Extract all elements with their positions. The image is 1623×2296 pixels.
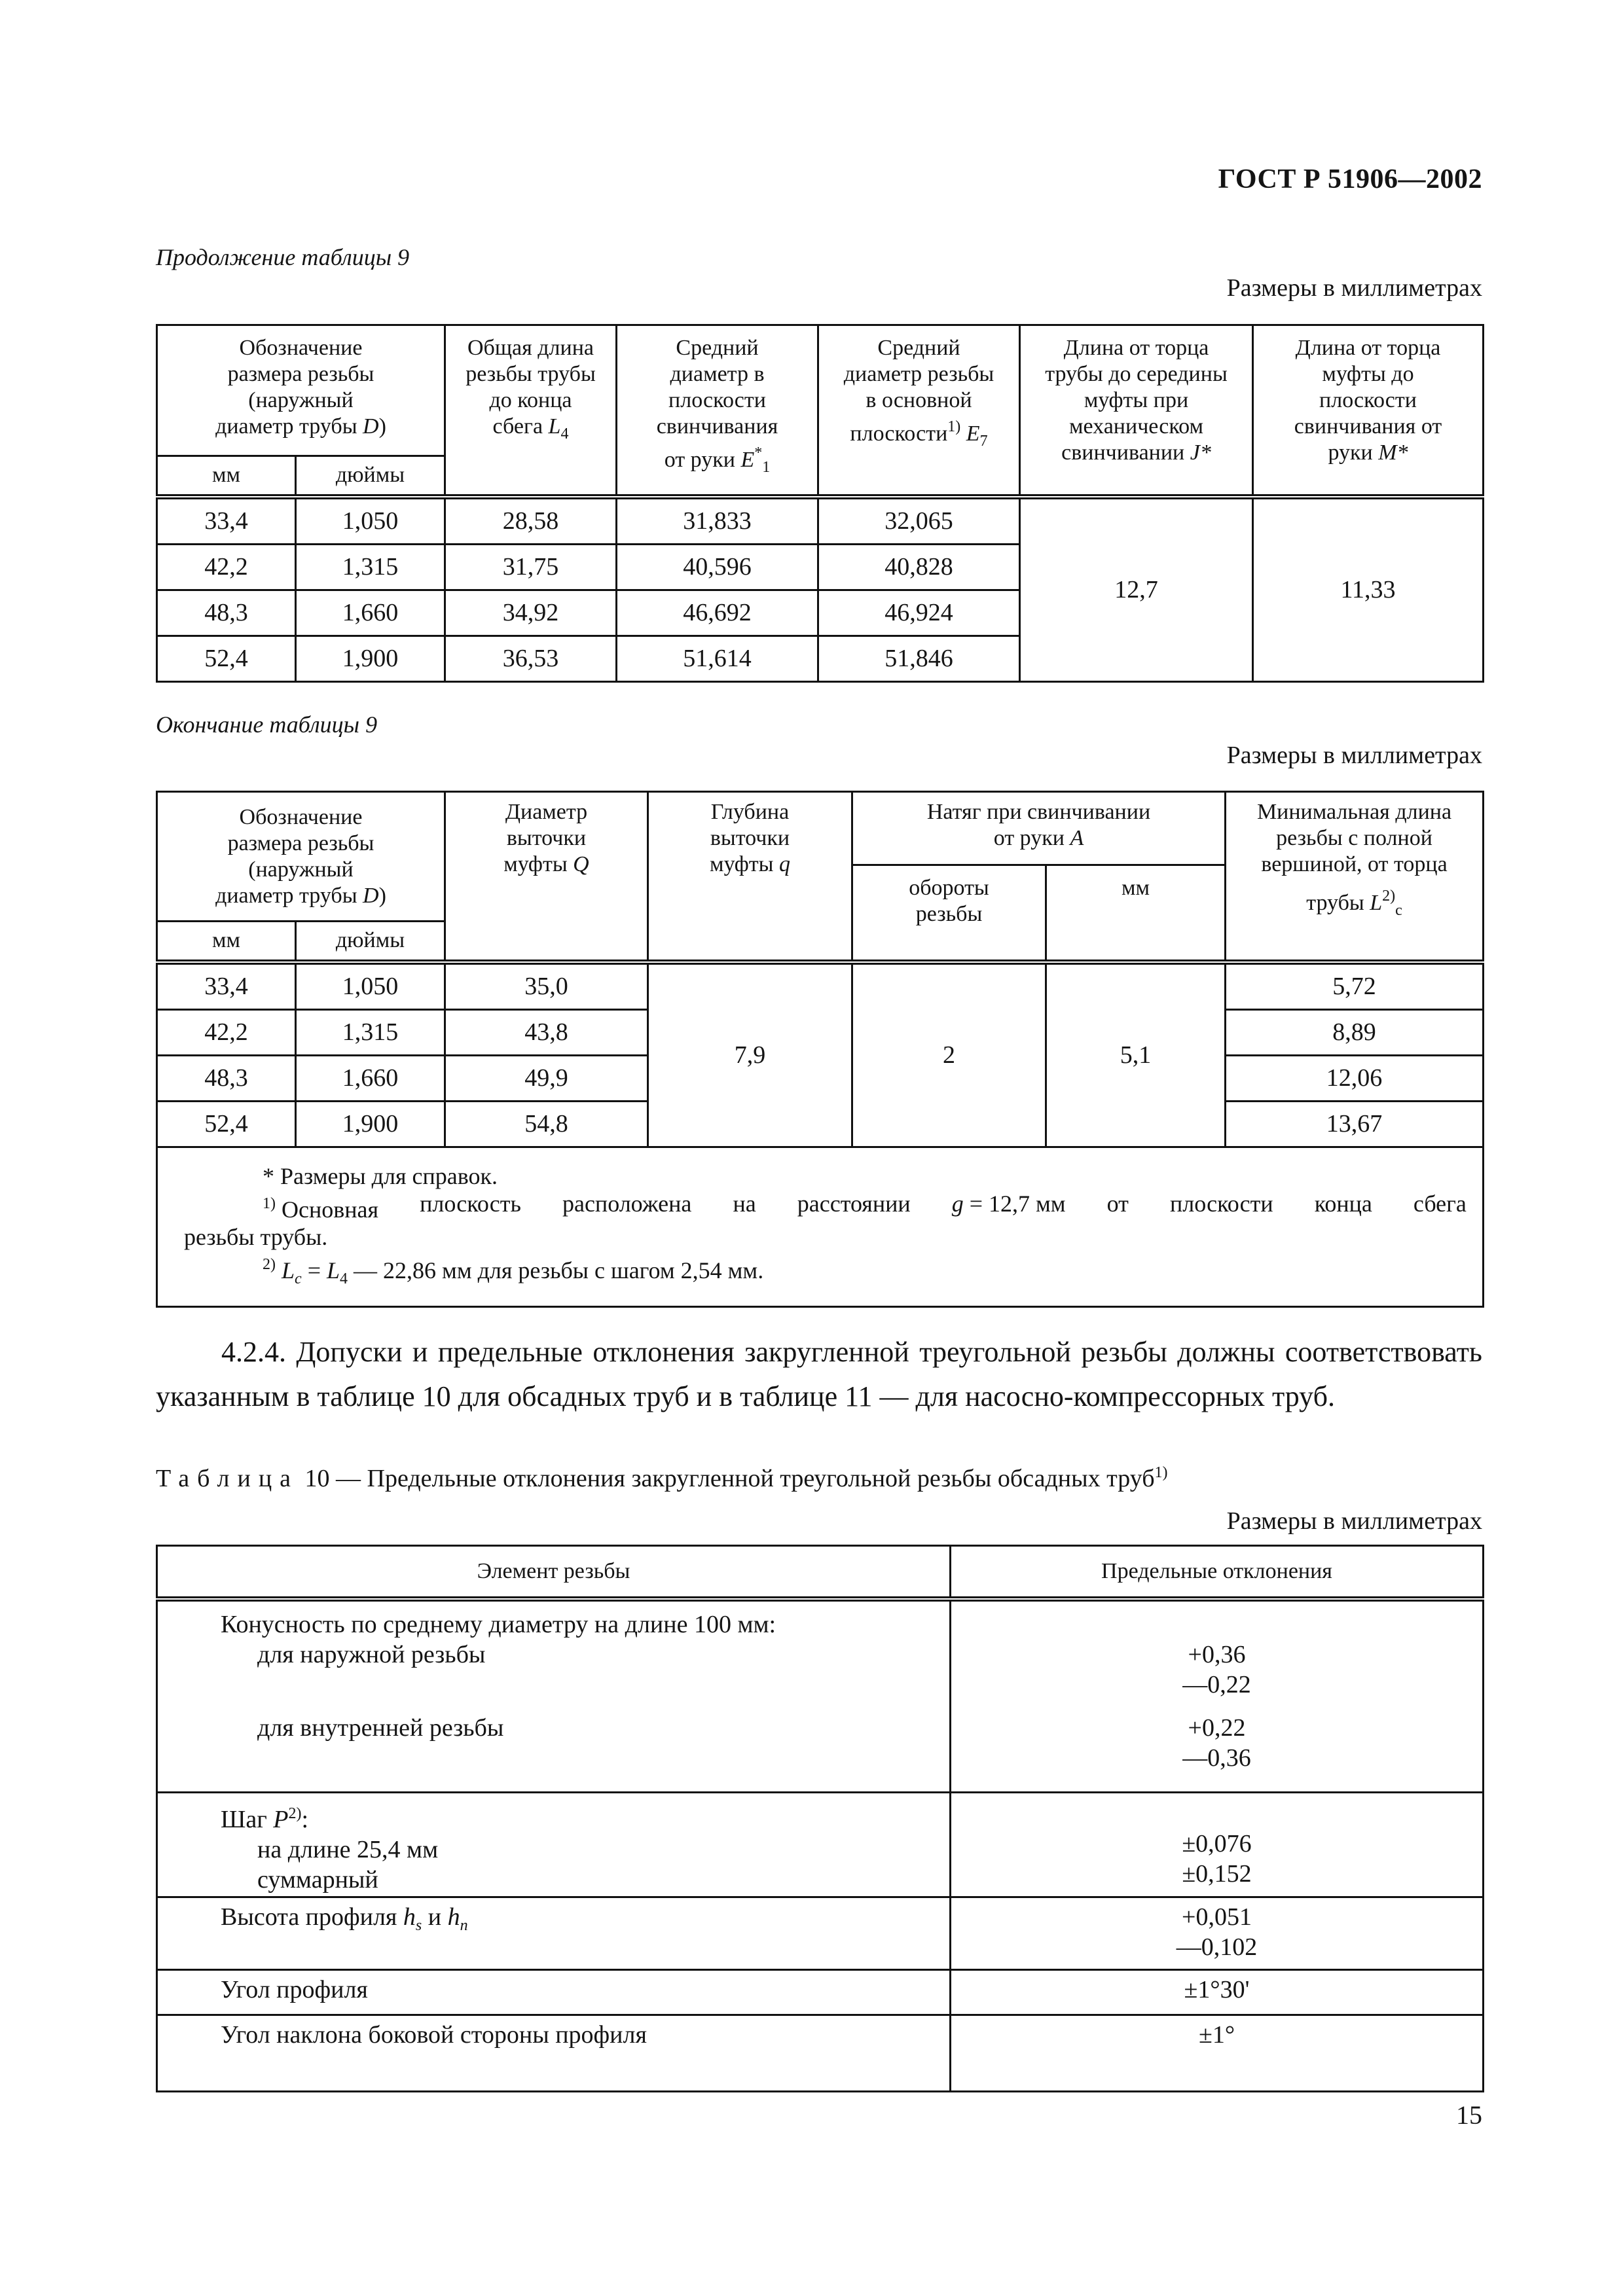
table-row: Высота профиля $h_s$ и $h_n$ +0,051 —0,102	[157, 1897, 1484, 1970]
header-turns: обороты резьбы	[852, 865, 1046, 962]
header-length-l4: Общая длина резьбы трубы до конца сбега $L_4$	[445, 325, 617, 497]
table9-ending	[156, 791, 1484, 1308]
header-deviations: Предельные отклонения	[951, 1546, 1484, 1600]
header-standoff: Натяг при свинчивании от руки A	[852, 792, 1226, 865]
table9-continuation	[156, 324, 1484, 683]
header-thread-element: Элемент резьбы	[157, 1546, 951, 1600]
page-number: 15	[1456, 2100, 1482, 2130]
note-2: $^{1)}$ Основная плоскость расположена на расстоянии g = 12,7 мм от плоскости конца сбега	[263, 1190, 1467, 1223]
note-3: $^{2)}$ $L_c = L_4$ — 22,86 мм для резьбы с шагом 2,54 мм.	[263, 1255, 764, 1287]
header-pitch-diam-base: Средний диаметр резьбы в основной плоскости$^{1)}$ $E_7$	[818, 325, 1020, 497]
header-recess-depth: Глубина выточки муфты q	[648, 792, 852, 962]
table9-end-units: Размеры в миллиметрах	[1226, 742, 1482, 769]
table-row: 33,4 1,050 28,58 31,833 32,065 12,7 11,33	[157, 497, 1484, 545]
header-pitch-diam-hand: Средний диаметр в плоскости свинчивания от руки $E^*_1$	[617, 325, 818, 497]
header-designation: Обозначение размера резьбы (наружный диаметр трубы D)	[157, 325, 445, 456]
header-mm: мм	[157, 456, 296, 497]
table10-units: Размеры в миллиметрах	[1226, 1507, 1482, 1535]
j-value: 12,7	[1020, 497, 1253, 682]
table-row: 42,2 1,315 43,8 8,89	[157, 1009, 1484, 1055]
m-value: 11,33	[1253, 497, 1484, 682]
note-1: * Размеры для справок.	[263, 1162, 498, 1189]
header-designation: Обозначение размера резьбы (наружный диаметр трубы D)	[157, 792, 445, 922]
table-row: Угол профиля ±1°30'	[157, 1970, 1484, 2015]
standoff-mm-value: 5,1	[1046, 962, 1226, 1147]
header-recess-diameter: Диаметр выточки муфты Q	[445, 792, 648, 962]
header-coupling-end: Длина от торца муфты до плоскости свинчивания от руки M*	[1253, 325, 1484, 497]
table-row: 42,2 1,315 31,75 40,596 40,828	[157, 544, 1484, 590]
table-row: 52,4 1,900 36,53 51,614 51,846	[157, 636, 1484, 681]
table-row: Шаг $P^{2)}$: на длине 25,4 мм суммарный ±0,076 ±0,152	[157, 1793, 1484, 1897]
header-end-to-mid: Длина от торца трубы до середины муфты при механическом свинчивании J*	[1020, 325, 1253, 497]
table-notes-row	[157, 1147, 1484, 1306]
header-standoff-mm: мм	[1046, 865, 1226, 962]
header-mm: мм	[157, 922, 296, 962]
depth-value: 7,9	[648, 962, 852, 1147]
header-inches: дюймы	[296, 922, 445, 962]
header-min-length: Минимальная длина резьбы с полной вершиной, от торца трубы $L^{2)}_c$	[1226, 792, 1484, 962]
page-header: ГОСТ Р 51906—2002	[1218, 164, 1482, 194]
table10-caption: Таблица 10 — Предельные отклонения закругленной треугольной резьбы обсадных труб$^{1)}$	[156, 1464, 1168, 1492]
table-row: 48,3 1,660 34,92 46,692 46,924	[157, 590, 1484, 636]
turns-value: 2	[852, 962, 1046, 1147]
table9-cont-units: Размеры в миллиметрах	[1226, 274, 1482, 302]
header-inches: дюймы	[296, 456, 445, 497]
table-row: 52,4 1,900 54,8 13,67	[157, 1101, 1484, 1147]
paragraph-4-2-4: 4.2.4. Допуски и предельные отклонения закругленной треугольной резьбы должны соответствовать указанным в таблице 10 для обсадных труб и в таблице 11 — для насосно-компрессорных труб.	[156, 1336, 1482, 1412]
table10	[156, 1545, 1484, 2092]
table-row: Конусность по среднему диаметру на длине 100 мм: для наружной резьбы для внутренней резьбы +0,36 —0,22 +0,22 —0,36	[157, 1599, 1484, 1793]
note-2-cont: резьбы трубы.	[184, 1223, 328, 1250]
table-row: 48,3 1,660 49,9 12,06	[157, 1055, 1484, 1101]
table9-end-caption: Окончание таблицы 9	[156, 711, 378, 738]
table-row: Угол наклона боковой стороны профиля ±1°	[157, 2015, 1484, 2092]
table-row: 33,4 1,050 35,0 7,9 2 5,1 5,72	[157, 962, 1484, 1010]
table-notes	[157, 1147, 1484, 1306]
table9-cont-caption: Продолжение таблицы 9	[156, 244, 410, 270]
